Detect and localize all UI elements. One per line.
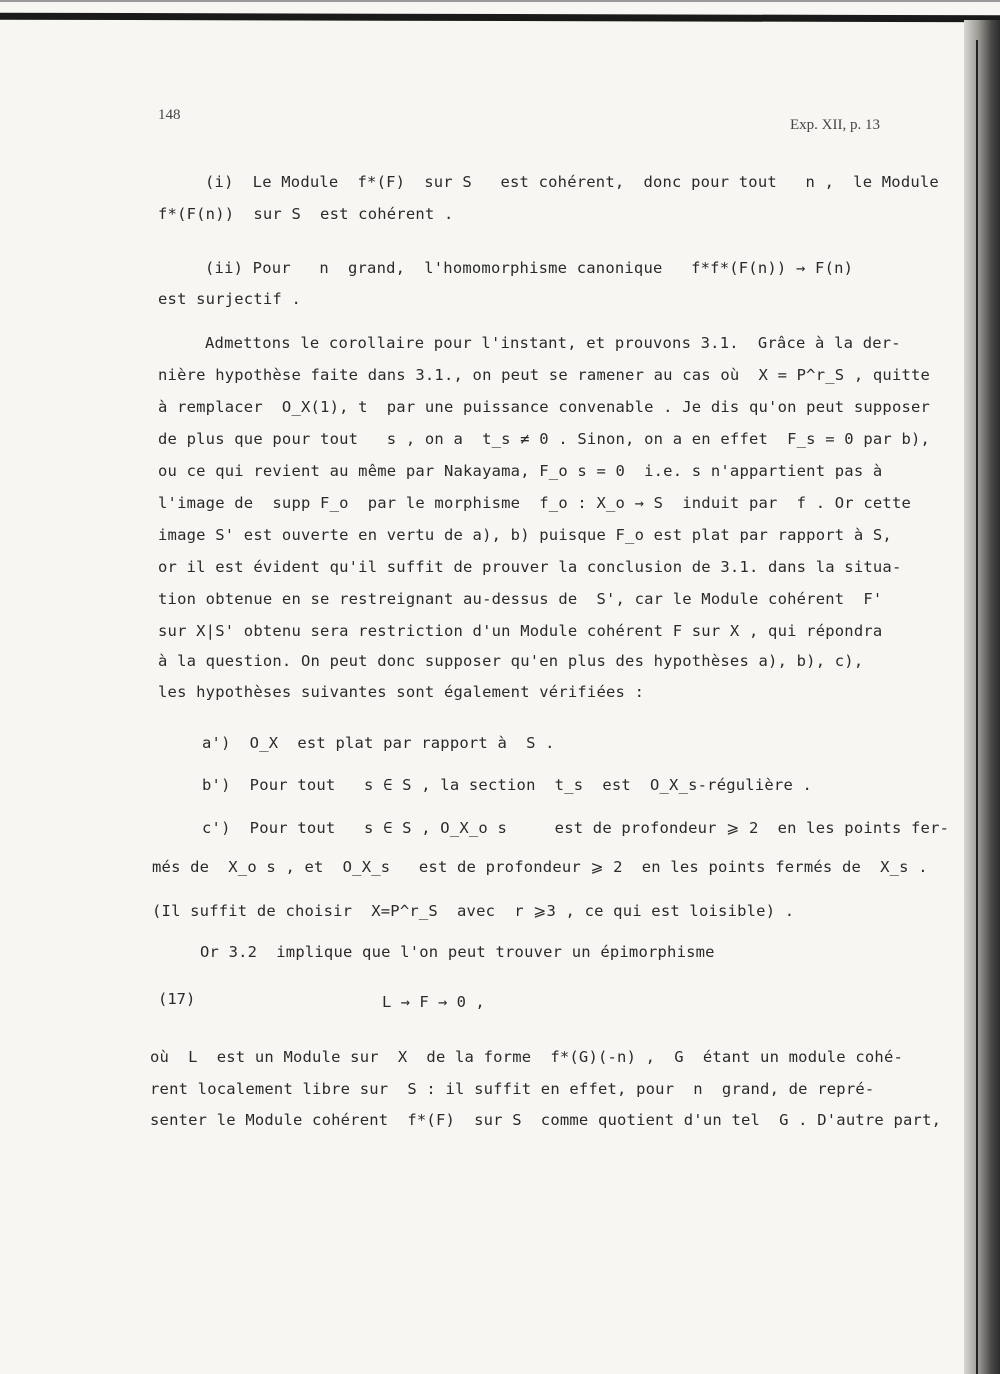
text-line: où L est un Module sur X de la forme f*(G)(-n) , G étant un module cohé- [150, 1048, 904, 1066]
text-line: rent localement libre sur S : il suffit en effet, pour n grand, de repré- [150, 1080, 875, 1098]
text-line: image S' est ouverte en vertu de a), b) puisque F_o est plat par rapport à S, [158, 526, 892, 544]
equation-number: (17) [158, 990, 196, 1008]
exposition-label: Exp. XII, p. 13 [790, 117, 880, 133]
text-line: (i) Le Module f*(F) sur S est cohérent, donc pour tout n , le Module [205, 173, 939, 191]
text-line: ou ce qui revient au même par Nakayama, F_o s = 0 i.e. s n'appartient pas à [158, 462, 883, 480]
text-line: à remplacer O_X(1), t par une puissance convenable . Je dis qu'on peut supposer [158, 398, 931, 416]
scan-binding-line [976, 40, 978, 1374]
text-line: est surjectif . [158, 290, 301, 308]
text-line: à la question. On peut donc supposer qu'en plus des hypothèses a), b), c), [158, 652, 864, 670]
text-line: l'image de supp F_o par le morphisme f_o : X_o → S induit par f . Or cette [158, 494, 912, 512]
scan-border-top [0, 0, 1000, 2]
text-line: Admettons le corollaire pour l'instant, et prouvons 3.1. Grâce à la der- [205, 334, 901, 352]
text-line: or il est évident qu'il suffit de prouver la conclusion de 3.1. dans la situa- [158, 558, 902, 576]
text-line: b') Pour tout s ∈ S , la section t_s est O_X_s-régulière . [202, 776, 813, 794]
text-line: Or 3.2 implique que l'on peut trouver un épimorphisme [200, 943, 715, 961]
text-line: f*(F(n)) sur S est cohérent . [158, 205, 454, 223]
text-line: sur X|S' obtenu sera restriction d'un Module cohérent F sur X , qui répondra [158, 622, 883, 640]
scan-border-bar [0, 13, 1000, 23]
text-line: senter le Module cohérent f*(F) sur S comme quotient d'un tel G . D'autre part, [150, 1111, 942, 1129]
text-line: (Il suffit de choisir X=P^r_S avec r ⩾3 , ce qui est loisible) . [152, 902, 795, 920]
text-line: tion obtenue en se restreignant au-dessus de S', car le Module cohérent F' [158, 590, 883, 608]
equation-body: L → F → 0 , [382, 993, 485, 1011]
text-line: c') Pour tout s ∈ S , O_X_o s est de profondeur ⩾ 2 en les points fer- [202, 819, 950, 837]
text-line: de plus que pour tout s , on a t_s ≠ 0 . Sinon, on a en effet F_s = 0 par b), [158, 430, 931, 448]
text-line: a') O_X est plat par rapport à S . [202, 734, 555, 752]
scan-border-right [964, 20, 1000, 1374]
text-line: (ii) Pour n grand, l'homomorphisme canonique f*f*(F(n)) → F(n) [205, 259, 854, 277]
text-line: més de X_o s , et O_X_s est de profondeur ⩾ 2 en les points fermés de X_s . [152, 858, 928, 876]
text-line: les hypothèses suivantes sont également vérifiées : [158, 683, 645, 701]
text-line: nière hypothèse faite dans 3.1., on peut se ramener au cas où X = P^r_S , quitte [158, 366, 931, 384]
page-number: 148 [158, 107, 181, 123]
